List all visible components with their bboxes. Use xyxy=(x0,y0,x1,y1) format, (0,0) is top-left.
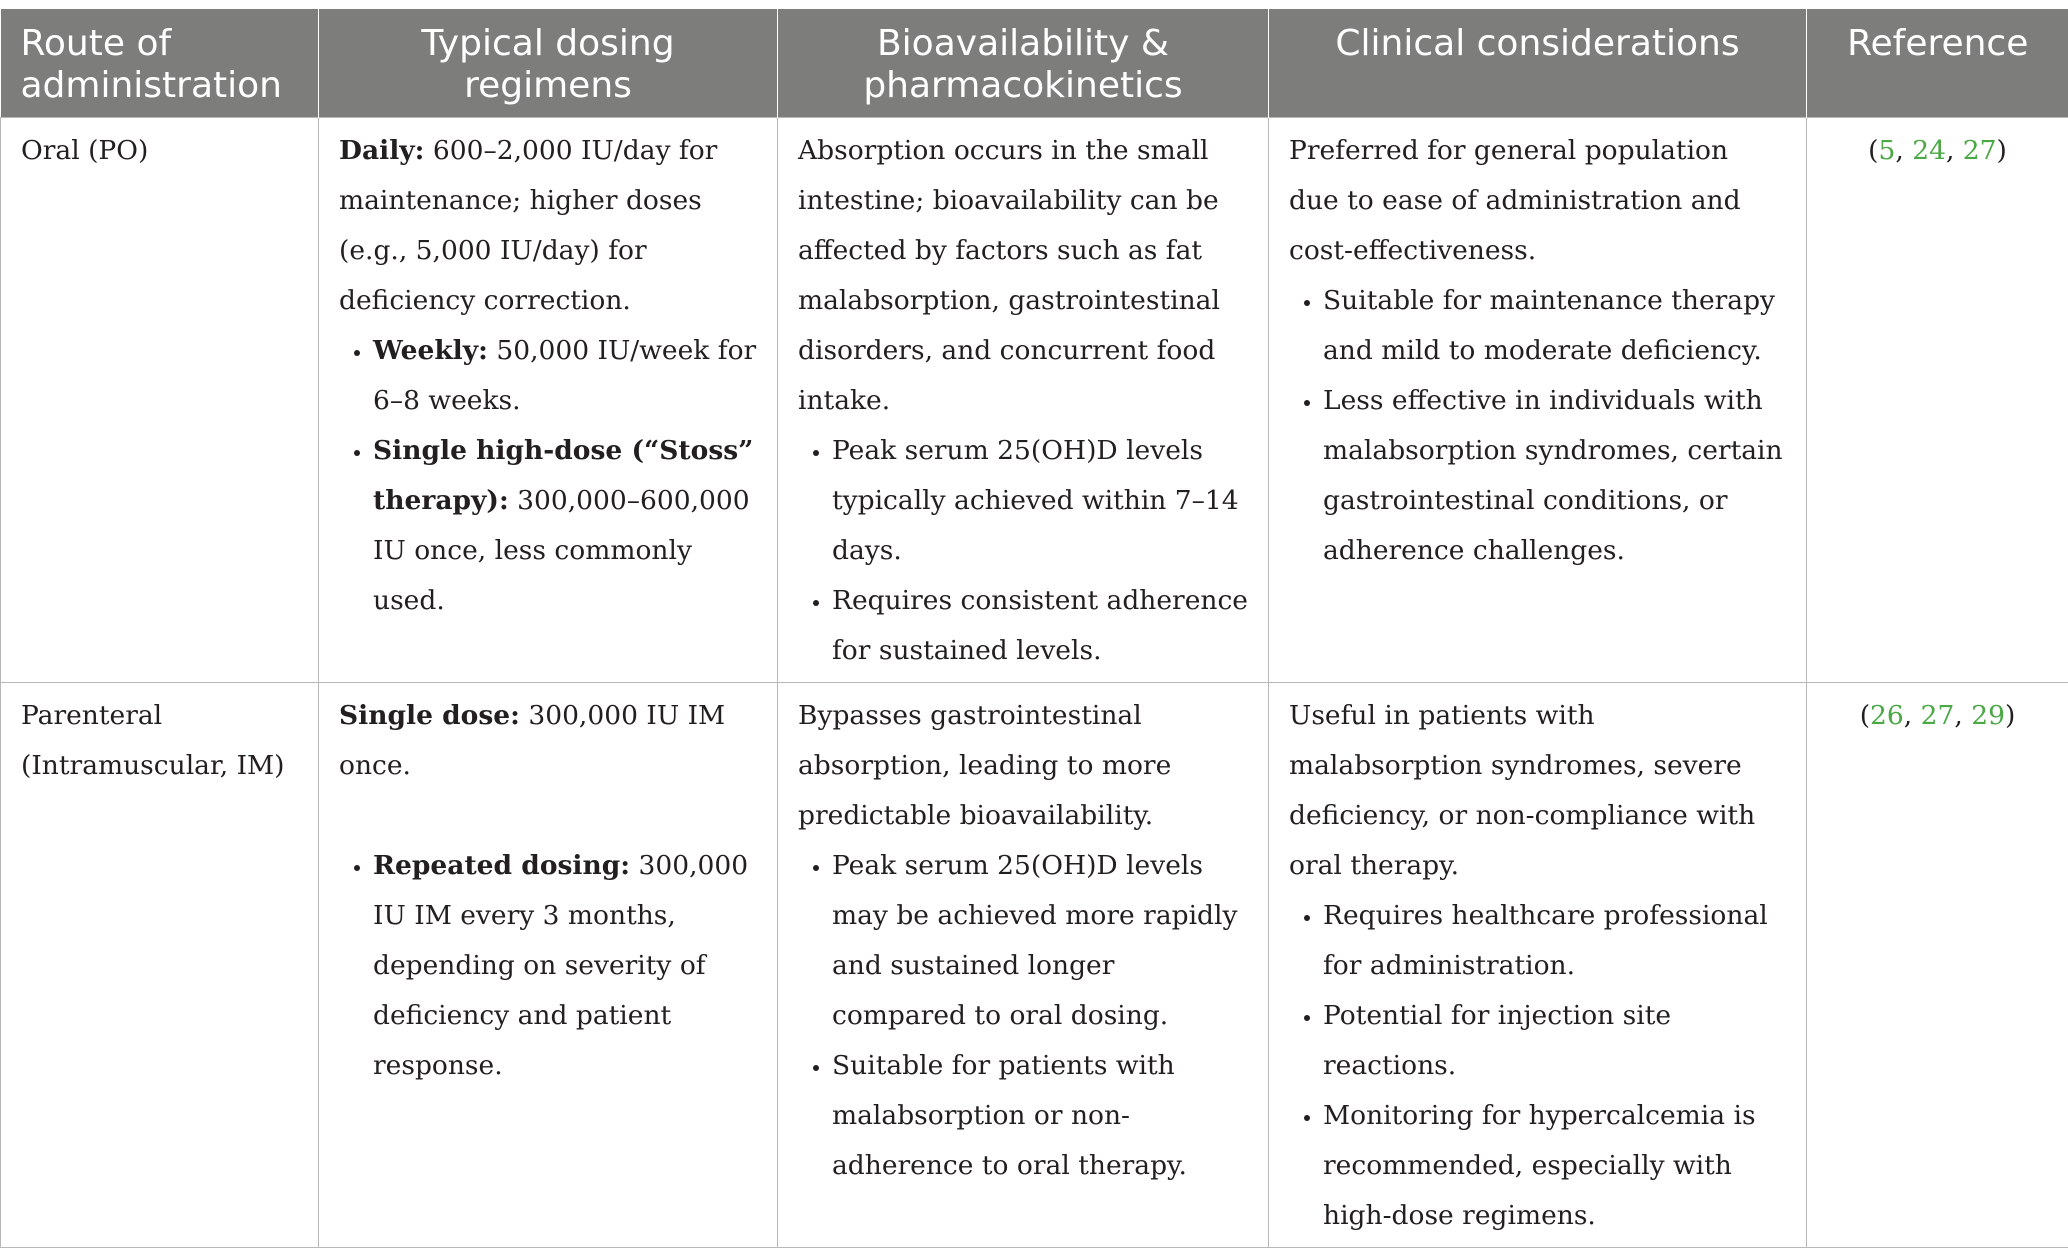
dosing-intro-label: Single dose: xyxy=(339,700,520,731)
cell-reference: (26, 27, 29) xyxy=(1807,683,2068,1248)
cell-pk xyxy=(778,118,1269,683)
table-header-row xyxy=(1,9,2068,118)
list-item: • Less effective in individuals with malabsorption syndromes, certain gastrointestinal conditions, or adherence challenges. xyxy=(1323,376,1786,576)
list-item: • Suitable for maintenance therapy and mild to moderate deficiency. xyxy=(1323,276,1786,376)
dosing-intro xyxy=(339,126,757,326)
dosing-table-container xyxy=(0,9,2068,1248)
list-item: • Suitable for patients with malabsorption or non-adherence to oral therapy. xyxy=(832,1041,1248,1191)
cell-clinical xyxy=(1269,683,1807,1248)
bullet-text: 50,000 IU/week for 6–8 weeks. xyxy=(373,335,756,416)
reference-link[interactable]: 27 xyxy=(1921,700,1955,731)
list-item: • Peak serum 25(OH)D levels typically achieved within 7–14 days. xyxy=(832,426,1248,576)
list-item: • Peak serum 25(OH)D levels may be achieved more rapidly and sustained longer compared to oral dosing. xyxy=(832,841,1248,1041)
reference-link[interactable]: 27 xyxy=(1963,135,1997,166)
pk-bullets xyxy=(798,841,1248,1191)
clinical-intro: Preferred for general population due to ease of administration and cost-effectiveness. xyxy=(1289,126,1786,276)
pk-intro: Absorption occurs in the small intestine; bioavailability can be affected by factors such as fat malabsorption, gastrointestinal disorders, and concurrent food intake. xyxy=(798,126,1248,426)
bullet-label: Weekly: xyxy=(373,335,488,366)
bullet-label: Repeated dosing: xyxy=(373,850,630,881)
dosing-bullets xyxy=(339,326,757,626)
pk-bullets xyxy=(798,426,1248,676)
header-route: Route of administration xyxy=(1,9,319,118)
dosing-intro-label: Daily: xyxy=(339,135,424,166)
cell-dosing xyxy=(319,118,778,683)
pk-intro: Bypasses gastrointestinal absorption, leading to more predictable bioavailability. xyxy=(798,691,1248,841)
clinical-bullets xyxy=(1289,276,1786,576)
reference-link[interactable]: 29 xyxy=(1971,700,2005,731)
list-item: • Monitoring for hypercalcemia is recommended, especially with high-dose regimens. xyxy=(1323,1091,1786,1241)
list-item xyxy=(373,326,757,426)
bullet-text: 300,000 IU IM every 3 months, depending on severity of deficiency and patient response. xyxy=(373,850,748,1081)
header-reference: Reference xyxy=(1807,9,2068,118)
list-item: • Potential for injection site reactions. xyxy=(1323,991,1786,1091)
list-item xyxy=(373,841,757,1091)
reference-link[interactable]: 26 xyxy=(1870,700,1904,731)
bullet-text: 300,000–600,000 IU once, less commonly used. xyxy=(373,485,750,616)
header-dosing: Typical dosing regimens xyxy=(319,9,778,118)
dosing-intro xyxy=(339,691,757,791)
cell-clinical xyxy=(1269,118,1807,683)
reference-link[interactable]: 5 xyxy=(1878,135,1895,166)
bullet-label: Single high-dose (“Stoss” therapy): xyxy=(373,435,753,516)
dosing-intro-text: 300,000 IU IM once. xyxy=(339,700,725,781)
clinical-intro: Useful in patients with malabsorption syndromes, severe deficiency, or non-compliance with oral therapy. xyxy=(1289,691,1786,891)
header-clinical: Clinical considerations xyxy=(1269,9,1807,118)
header-pk: Bioavailability & pharmacokinetics xyxy=(778,9,1269,118)
table-row xyxy=(1,118,2068,683)
clinical-bullets xyxy=(1289,891,1786,1241)
reference-link[interactable]: 24 xyxy=(1912,135,1946,166)
cell-dosing xyxy=(319,683,778,1248)
vitamin-d-routes-table xyxy=(0,9,2068,1248)
list-item xyxy=(373,426,757,626)
cell-route: Oral (PO) xyxy=(1,118,319,683)
spacer xyxy=(339,791,757,841)
dosing-bullets xyxy=(339,841,757,1091)
dosing-intro-text: 600–2,000 IU/day for maintenance; higher doses (e.g., 5,000 IU/day) for deficiency correction. xyxy=(339,135,717,316)
table-row xyxy=(1,683,2068,1248)
list-item: • Requires consistent adherence for sustained levels. xyxy=(832,576,1248,676)
list-item: • Requires healthcare professional for administration. xyxy=(1323,891,1786,991)
cell-reference: (5, 24, 27) xyxy=(1807,118,2068,683)
cell-route: Parenteral (Intramuscular, IM) xyxy=(1,683,319,1248)
cell-pk xyxy=(778,683,1269,1248)
